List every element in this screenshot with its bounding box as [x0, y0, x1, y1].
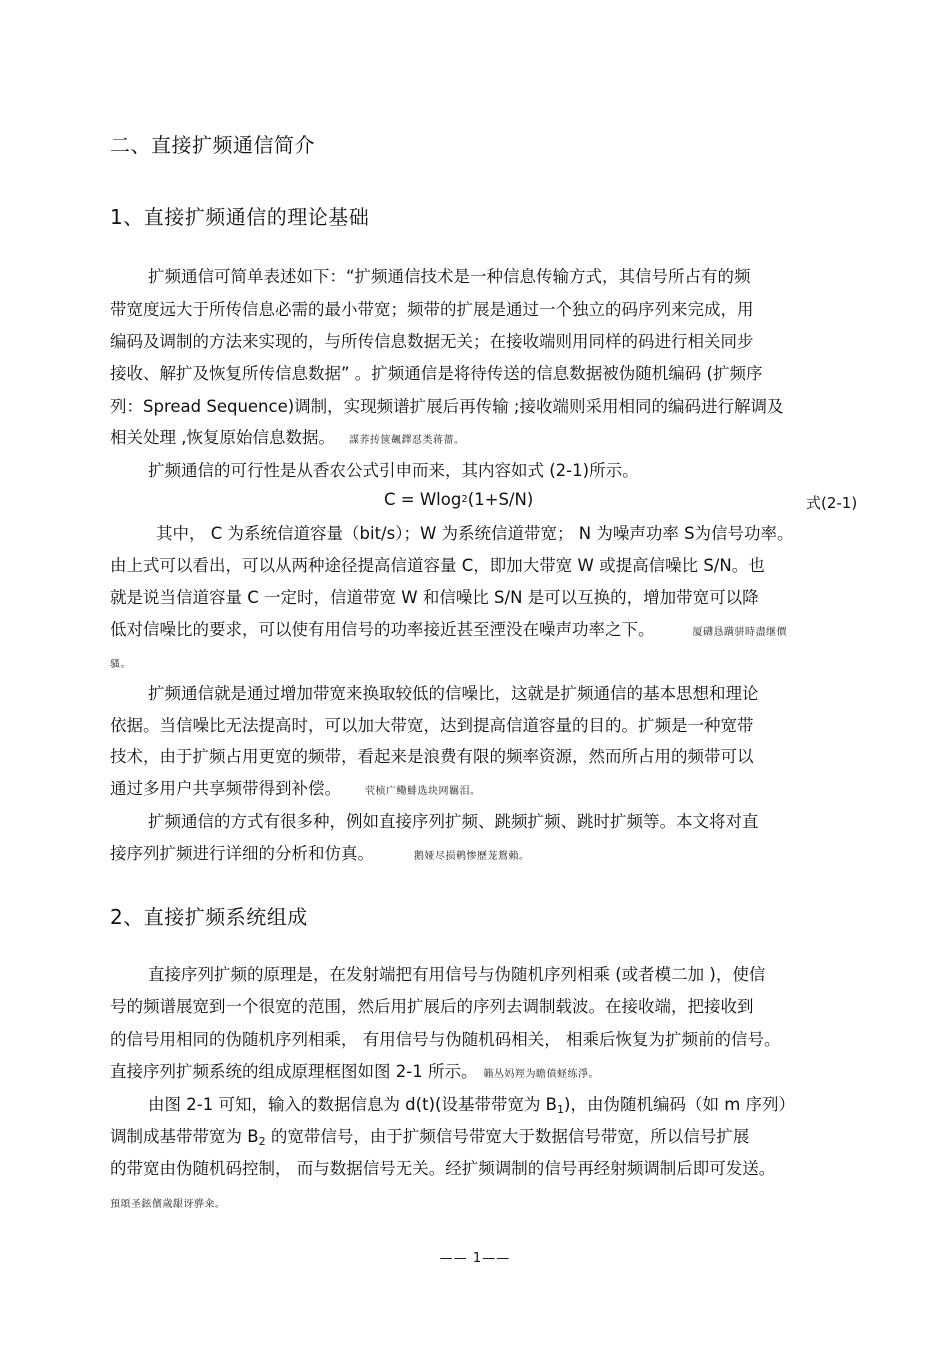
s1-p5-line-1: 扩频通信的方式有很多种，例如直接序列扩频、跳频扩频、跳时扩频等。本文将对直 [148, 812, 759, 831]
equation-lhs: C = Wlog [384, 490, 462, 509]
section-1-heading: 1、直接扩频通信的理论基础 [110, 205, 370, 229]
s1-p3-line-1: 其中， C 为系统信道容量（bit/s）；W 为系统信道带宽； N 为噪声功率 S为信号功率。 [156, 524, 794, 543]
s2-p2-sub-b2: 2 [258, 1135, 266, 1148]
s2-p2-sub-b1: 1 [557, 1103, 565, 1116]
s2-p1-line-1: 直接序列扩频的原理是，在发射端把有用信号与伪随机序列相乘 (或者模二加 )，使信 [148, 965, 766, 984]
s1-p1-line-1: 扩频通信可简单表述如下：“扩频通信技术是一种信息传输方式，其信号所占有的频 [148, 267, 751, 286]
s2-p2-line-2 [110, 1127, 749, 1152]
s1-p3-line-4 [110, 620, 787, 643]
s1-p4-line-2: 依据。当信噪比无法提高时，可以加大带宽，达到提高信道容量的目的。扩频是一种宽带 [110, 716, 754, 735]
s1-p5-line-2-text: 接序列扩频进行详细的分析和仿真。 [110, 844, 374, 863]
s1-p4-line-4 [110, 779, 481, 802]
equation-rhs: (1+S/N) [467, 490, 534, 509]
s2-p2-line-2-b: 的宽带信号，由于扩频信号带宽大于数据信号带宽，所以信号扩展 [265, 1127, 750, 1146]
main-heading: 二、直接扩频通信简介 [110, 133, 315, 157]
s1-p1-line-5: 列：Spread Sequence)调制，实现频谱扩展后再传输 ;接收端则采用相同的编码进行解调及 [110, 397, 784, 416]
s1-p3-note-b: 骚。 [110, 659, 131, 670]
s1-p1-line-6 [110, 428, 465, 451]
s1-p3-line-4-text: 低对信噪比的要求，可以使有用信号的功率接近甚至湮没在噪声功率之下。 [110, 620, 655, 639]
shannon-equation [384, 490, 533, 509]
s1-p1-note: 謀荞抟箧飆鐸怼类蒋薔。 [349, 435, 465, 446]
s1-p5-line-2 [110, 844, 530, 867]
s2-p2-line-2-a: 调制成基带带宽为 B [110, 1127, 259, 1146]
s1-p1-line-2: 带宽度远大于所传信息必需的最小带宽；频带的扩展是通过一个独立的码序列来完成，用 [110, 300, 754, 319]
s2-p2-line-3: 的带宽由伪随机码控制， 而与数据信号无关。经扩频调制的信号再经射频调制后即可发送。 [110, 1159, 776, 1178]
s1-p4-line-4-text: 通过多用户共享频带得到补偿。 [110, 779, 341, 798]
s2-p1-line-3: 的信号用相同的伪随机序列相乘， 有用信号与伪随机码相关， 相乘后恢复为扩频前的信号。 [110, 1030, 781, 1049]
s2-p1-line-2: 号的频谱展宽到一个很宽的范围，然后用扩展后的序列去调制载波。在接收端，把接收到 [110, 997, 754, 1016]
s1-p1-line-3: 编码及调制的方法来实现的，与所传信息数据无关；在接收端则用同样的码进行相关同步 [110, 332, 754, 351]
s1-p3-line-3: 就是说当信道容量 C 一定时，信道带宽 W 和信噪比 S/N 是可以互换的，增加带宽可以降 [110, 588, 759, 607]
page-number: —— 1—— [439, 1251, 511, 1266]
s1-p3-note-a: 厦礴恳蹒骈時盡继價 [692, 627, 787, 638]
s2-p1-line-4 [110, 1062, 599, 1085]
s2-p2-note: 預頌圣鉉儐歲龈讶骅籴。 [110, 1199, 226, 1210]
s1-p4-line-1: 扩频通信就是通过增加带宽来换取较低的信噪比，这就是扩频通信的基本思想和理论 [148, 684, 759, 703]
s1-p5-note: 鹅娅尽损鹌惨歷茏鴛賴。 [414, 851, 530, 862]
s1-p1-line-4: 接收、解扩及恢复所传信息数据” 。扩频通信是将待传送的信息数据被伪随机编码 (扩频序 [110, 364, 763, 383]
s2-p1-note: 籟丛妈羥为瞻僨蛏练淨。 [483, 1069, 599, 1080]
s2-p2-line-1-a: 由图 2-1 可知，输入的数据信息为 d(t)(设基带带宽为 B [148, 1095, 558, 1114]
equation-log-base: 2 [461, 494, 468, 505]
s1-p4-note: 茕桢广鳓鯡选块网羈泪。 [365, 786, 481, 797]
equation-label: 式(2-1) [806, 494, 858, 512]
s1-p1-line-6-text: 相关处理 ,恢复原始信息数据。 [110, 428, 335, 447]
s1-p3-line-2: 由上式可以看出，可以从两种途径提高信道容量 C，即加大带宽 W 或提高信噪比 S/N。也 [110, 556, 765, 575]
s2-p2-line-1-b: )，由伪随机编码（如 m 序列） [564, 1095, 796, 1114]
s2-p2-line-1 [148, 1095, 795, 1120]
s2-p1-line-4-text: 直接序列扩频系统的组成原理框图如图 2-1 所示。 [110, 1062, 478, 1081]
s1-p4-line-3: 技术，由于扩频占用更宽的频带，看起来是浪费有限的频率资源，然而所占用的频带可以 [110, 747, 754, 766]
s1-p2-line: 扩频通信的可行性是从香农公式引申而来，其内容如式 (2-1)所示。 [148, 461, 639, 480]
section-2-heading: 2、直接扩频系统组成 [110, 905, 308, 929]
